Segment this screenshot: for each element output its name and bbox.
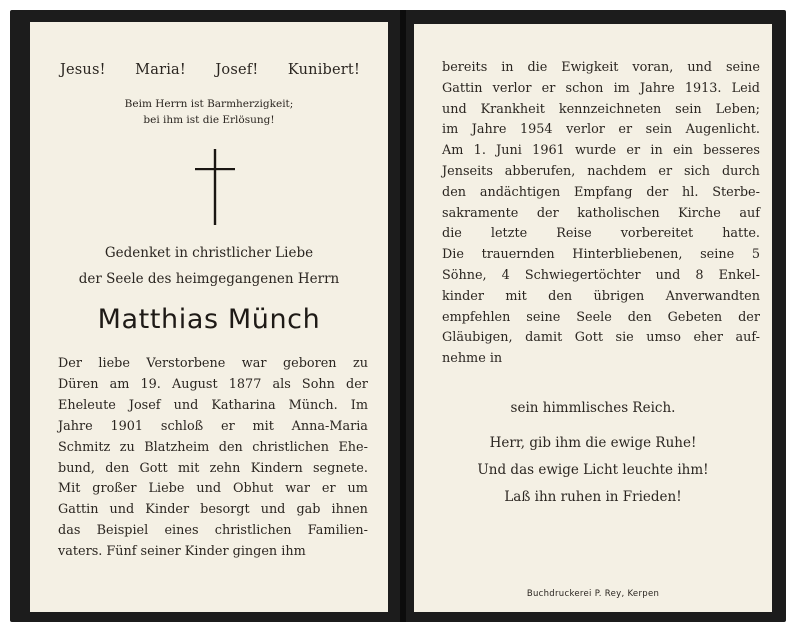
psalm-line: Beim Herrn ist Barmherzigkeit; bbox=[124, 98, 294, 110]
text-line: Gattin und Kinder besorgt und gab ihnen bbox=[58, 502, 368, 518]
text-line: Schmitz zu Blatzheim den christlichen Ehe- bbox=[58, 439, 368, 455]
commemoration-line: der Seele des heimgegangenen Herrn bbox=[78, 271, 340, 287]
psalm-line: bei ihm ist die Erlösung! bbox=[143, 114, 275, 126]
text-line: die letzte Reise vorbereitet hatte. bbox=[442, 226, 760, 242]
text-line: Die trauernden Hinterbliebenen, seine 5 bbox=[442, 247, 760, 263]
text-line: Söhne, 4 Schwiegertöchter und 8 Enkel- bbox=[442, 267, 760, 283]
text-line: das Beispiel eines christlichen Familien- bbox=[58, 523, 368, 539]
text-line: nehme in bbox=[442, 351, 503, 367]
text-line: Der liebe Verstorbene war geboren zu bbox=[58, 356, 368, 371]
biography-continuation bbox=[442, 58, 760, 370]
text-line: vaters. Fünf seiner Kinder gingen ihm bbox=[58, 544, 306, 560]
closing-line: sein himmlisches Reich. bbox=[510, 400, 676, 416]
deceased-name: Matthias Münch bbox=[97, 304, 321, 335]
biography-text bbox=[58, 354, 368, 563]
text-line: Gattin verlor er schon im Jahre 1913. Leid bbox=[442, 80, 760, 96]
commemoration-line: Gedenket in christlicher Liebe bbox=[104, 245, 314, 261]
invocation-word: Jesus! bbox=[60, 62, 106, 78]
latin-cross-icon bbox=[195, 149, 235, 225]
card-fold bbox=[400, 10, 406, 622]
printer-imprint: Buchdruckerei P. Rey, Kerpen bbox=[526, 589, 660, 599]
left-page bbox=[30, 22, 388, 612]
text-line: kinder mit den übrigen Anverwandten bbox=[442, 288, 760, 304]
text-line: Düren am 19. August 1877 als Sohn der bbox=[58, 376, 368, 392]
text-line: Gläubigen, damit Gott sie umso eher auf- bbox=[442, 330, 760, 346]
invocation-line bbox=[30, 62, 388, 78]
text-line: sakramente der katholischen Kirche auf bbox=[442, 205, 760, 221]
right-page bbox=[414, 24, 772, 612]
commemoration-text bbox=[30, 240, 388, 292]
text-line: und Krankheit kennzeichneten sein Leben; bbox=[442, 101, 760, 117]
invocation-word: Kunibert! bbox=[287, 62, 360, 78]
invocation-word: Maria! bbox=[135, 62, 186, 78]
text-line: bund, den Gott mit zehn Kindern segnete. bbox=[58, 460, 368, 476]
text-line: Am 1. Juni 1961 wurde er in ein besseres bbox=[442, 143, 760, 159]
psalm-verse bbox=[30, 96, 388, 128]
text-line: Jenseits abberufen, nachdem er sich durch bbox=[442, 163, 760, 179]
prayer-line: Laß ihn ruhen in Frieden! bbox=[504, 489, 682, 505]
text-line: im Jahre 1954 verlor er sein Augenlicht. bbox=[442, 122, 760, 138]
text-line: Mit großer Liebe und Obhut war er um bbox=[58, 481, 368, 497]
text-line: Eheleute Josef und Katharina Münch. Im bbox=[58, 397, 368, 413]
text-line: Jahre 1901 schloß er mit Anna-Maria bbox=[58, 418, 368, 434]
text-line: den andächtigen Empfang der hl. Sterbe- bbox=[442, 184, 760, 200]
text-line: empfehlen seine Seele den Gebeten der bbox=[442, 309, 760, 325]
prayer-text bbox=[414, 430, 772, 511]
prayer-line: Herr, gib ihm die ewige Ruhe! bbox=[489, 435, 697, 451]
text-line: bereits in die Ewigkeit voran, und seine bbox=[442, 60, 760, 75]
invocation-word: Josef! bbox=[215, 62, 259, 78]
prayer-line: Und das ewige Licht leuchte ihm! bbox=[477, 462, 709, 478]
